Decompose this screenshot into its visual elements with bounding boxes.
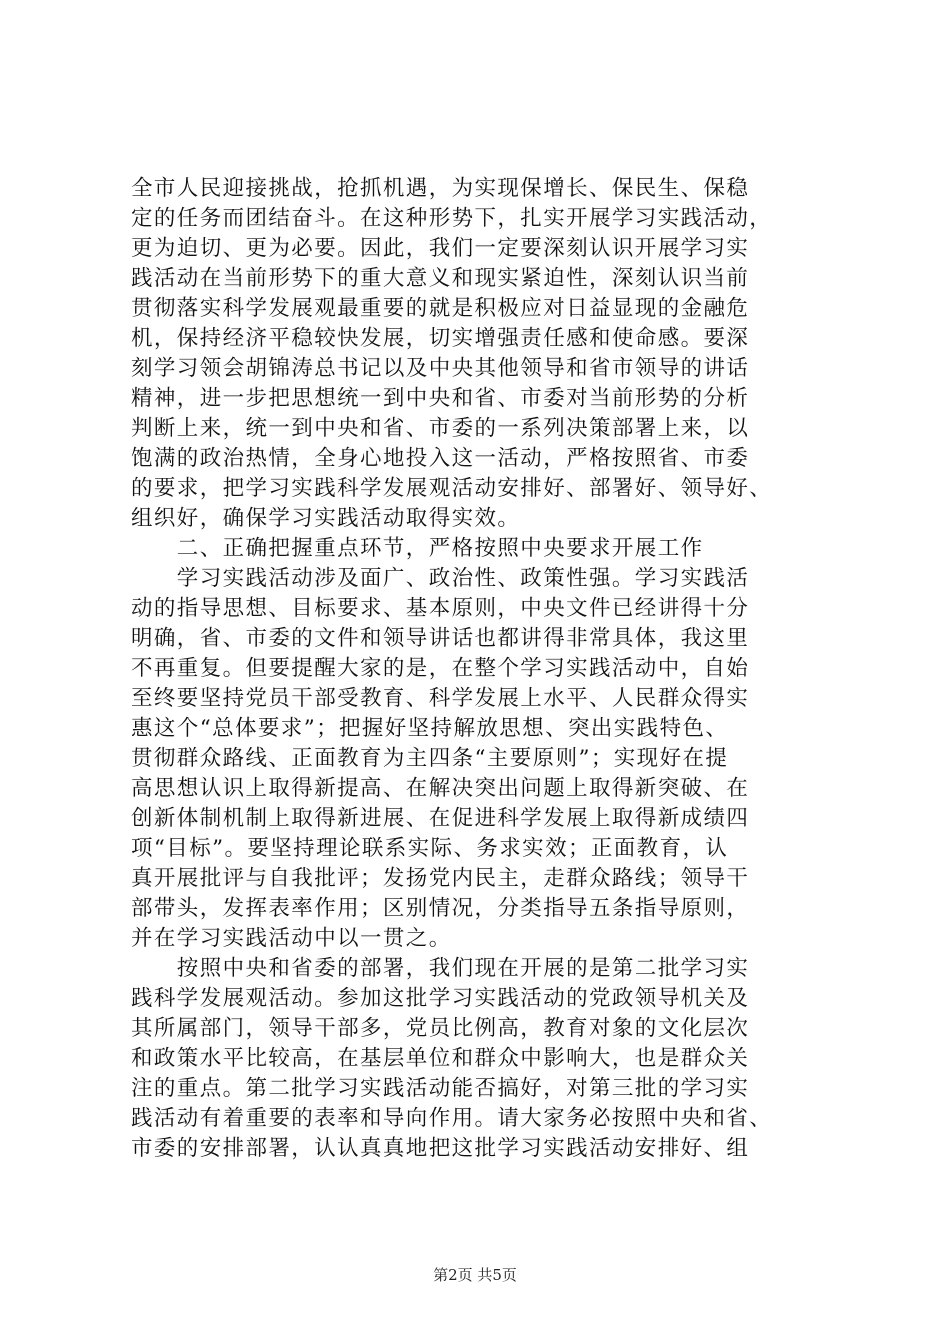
text-line: 贯彻落实科学发展观最重要的就是积极应对日益显现的金融危 bbox=[131, 296, 750, 321]
text-line: 更为迫切、更为必要。因此，我们一定要深刻认识开展学习实 bbox=[131, 236, 750, 261]
text-line: 项“目标”。要坚持理论联系实际、务求实效；正面教育，认 bbox=[131, 836, 729, 861]
text-line: 部带头，发挥表率作用；区别情况，分类指导五条指导原则， bbox=[131, 896, 750, 921]
text-line: 贯彻群众路线、正面教育为主四条“主要原则”；实现好在提 bbox=[131, 746, 729, 771]
text-line: 定的任务而团结奋斗。在这种形势下，扎实开展学习实践活动， bbox=[131, 206, 773, 231]
text-line: 践活动有着重要的表率和导向作用。请大家务必按照中央和省、 bbox=[131, 1106, 773, 1131]
text-line: 高思想认识上取得新提高、在解决突出问题上取得新突破、在 bbox=[131, 776, 750, 801]
text-line: 按照中央和省委的部署，我们现在开展的是第二批学习实 bbox=[131, 956, 750, 981]
text-line: 不再重复。但要提醒大家的是，在整个学习实践活动中，自始 bbox=[131, 656, 750, 681]
text-line: 判断上来，统一到中央和省、市委的一系列决策部署上来，以 bbox=[131, 416, 750, 441]
text-line: 的要求，把学习实践科学发展观活动安排好、部署好、领导好、 bbox=[131, 476, 773, 501]
text-line: 和政策水平比较高，在基层单位和群众中影响大，也是群众关 bbox=[131, 1046, 750, 1071]
text-line: 饱满的政治热情，全身心地投入这一活动，严格按照省、市委 bbox=[131, 446, 750, 471]
document-body bbox=[131, 174, 837, 1164]
page-number-footer: 第2页 共5页 bbox=[433, 1266, 517, 1284]
text-line: 刻学习领会胡锦涛总书记以及中央其他领导和省市领导的讲话 bbox=[131, 356, 750, 381]
text-line: 全市人民迎接挑战，抢抓机遇，为实现保增长、保民生、保稳 bbox=[131, 176, 750, 201]
text-line: 市委的安排部署，认认真真地把这批学习实践活动安排好、组 bbox=[131, 1136, 750, 1161]
text-line: 注的重点。第二批学习实践活动能否搞好，对第三批的学习实 bbox=[131, 1076, 750, 1101]
text-line: 惠这个“总体要求”；把握好坚持解放思想、突出实践特色、 bbox=[131, 716, 729, 741]
text-line: 精神，进一步把思想统一到中央和省、市委对当前形势的分析 bbox=[131, 386, 750, 411]
text-line: 学习实践活动涉及面广、政治性、政策性强。学习实践活 bbox=[131, 566, 750, 591]
text-line: 创新体制机制上取得新进展、在促进科学发展上取得新成绩四 bbox=[131, 806, 750, 831]
section-heading: 二、正确把握重点环节，严格按照中央要求开展工作 bbox=[131, 536, 704, 561]
text-line: 机，保持经济平稳较快发展，切实增强责任感和使命感。要深 bbox=[131, 326, 750, 351]
text-line: 至终要坚持党员干部受教育、科学发展上水平、人民群众得实 bbox=[131, 686, 750, 711]
text-line: 真开展批评与自我批评；发扬党内民主，走群众路线；领导干 bbox=[131, 866, 750, 891]
text-line: 动的指导思想、目标要求、基本原则，中央文件已经讲得十分 bbox=[131, 596, 750, 621]
text-line: 践活动在当前形势下的重大意义和现实紧迫性，深刻认识当前 bbox=[131, 266, 750, 291]
text-line: 其所属部门，领导干部多，党员比例高，教育对象的文化层次 bbox=[131, 1016, 750, 1041]
text-line: 组织好，确保学习实践活动取得实效。 bbox=[131, 506, 521, 531]
text-line: 明确，省、市委的文件和领导讲话也都讲得非常具体，我这里 bbox=[131, 626, 750, 651]
text-line: 并在学习实践活动中以一贯之。 bbox=[131, 926, 452, 951]
text-line: 践科学发展观活动。参加这批学习实践活动的党政领导机关及 bbox=[131, 986, 750, 1011]
